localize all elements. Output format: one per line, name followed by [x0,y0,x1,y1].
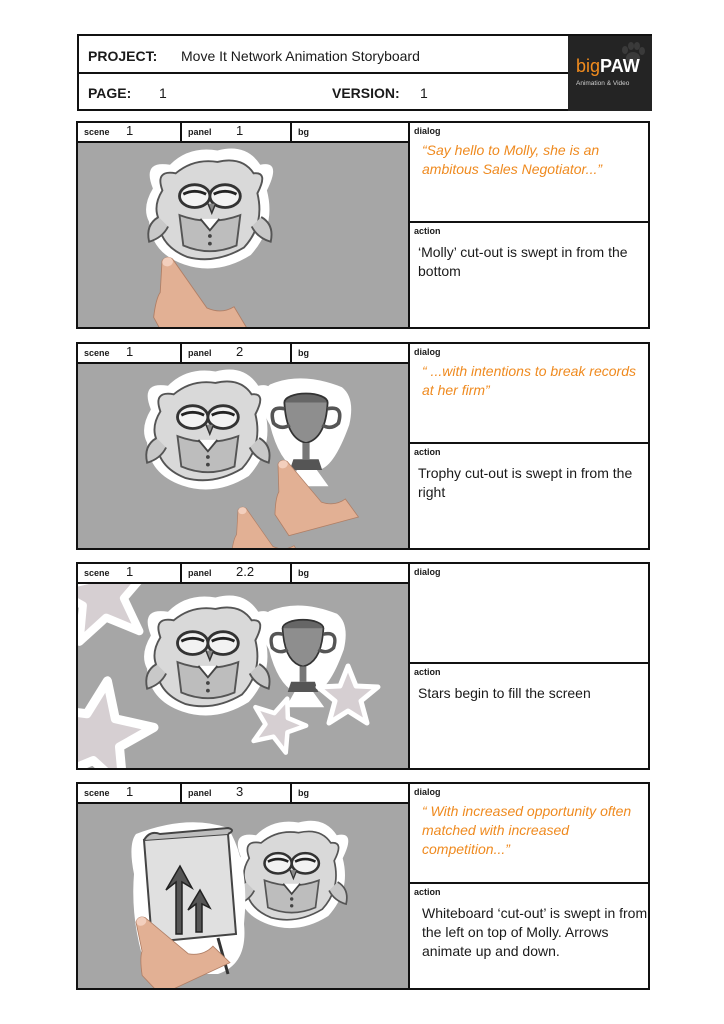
action-label: action [414,226,441,236]
scene-number: 1 [126,784,134,799]
scene-label: scene [84,788,110,798]
scene-number: 1 [126,344,134,359]
dialog-box [410,564,648,664]
dialog-label: dialog [414,126,441,136]
storyboard-panel-1 [76,121,650,329]
panel-notes [408,784,648,988]
action-text: ‘Molly’ cut-out is swept in from the bottom [418,244,628,279]
whiteboard-owl-illustration [78,804,408,988]
bg-label: bg [298,568,309,578]
panel-label: panel [188,568,212,578]
dialog-box [410,784,648,884]
action-box [410,664,648,768]
bigpaw-logo [568,36,652,111]
panel-number: 2.2 [236,564,255,579]
bg-cell [292,564,408,582]
panel-cell [182,784,292,802]
logo-tagline: Animation & Video [576,80,630,87]
panel-meta-bar [78,784,408,804]
bg-cell [292,123,408,141]
action-label: action [414,887,441,897]
dialog-label: dialog [414,567,441,577]
scene-label: scene [84,127,110,137]
project-title: Move It Network Animation Storyboard [181,48,420,64]
action-text: Stars begin to fill the screen [418,685,591,701]
version-label: VERSION: [332,85,400,101]
panel-label: panel [188,348,212,358]
panel-frame-image [78,364,408,548]
panel-cell [182,344,292,362]
page-row [79,74,568,111]
dialog-text: “ With increased opportunity often matched with increased competition...” [422,803,632,857]
panel-meta-bar [78,344,408,364]
panel-frame-image [78,584,408,768]
panel-cell [182,123,292,141]
owl-cutout-illustration [78,143,408,327]
bg-label: bg [298,127,309,137]
bg-label: bg [298,348,309,358]
owl-trophy-illustration [78,364,408,548]
panel-cell [182,564,292,582]
bg-cell [292,784,408,802]
action-text: Trophy cut-out is swept in from the right [418,465,633,500]
panel-number: 2 [236,344,244,359]
dialog-text: “ ...with intentions to break records at her firm” [422,363,636,398]
project-row [79,36,568,74]
page-number: 1 [159,85,167,101]
dialog-label: dialog [414,347,441,357]
version-number: 1 [420,85,428,101]
bg-cell [292,344,408,362]
panel-number: 1 [236,123,244,138]
bg-label: bg [298,788,309,798]
action-box [410,444,648,548]
panel-number: 3 [236,784,244,799]
action-text: Whiteboard ‘cut-out’ is swept in from the left on top of Molly. Arrows animate up and down. [422,905,648,959]
action-label: action [414,447,441,457]
dialog-box [410,123,648,223]
scene-number: 1 [126,123,134,138]
project-label: PROJECT: [88,48,158,64]
storyboard-panel-2 [76,342,650,550]
page-label: PAGE: [88,85,132,101]
panel-label: panel [188,788,212,798]
panel-notes [408,123,648,327]
storyboard-panel-3 [76,562,650,770]
action-label: action [414,667,441,677]
logo-wordmark: bigPAW [576,56,640,76]
scene-cell [78,344,182,362]
storyboard-header [77,34,652,111]
panel-frame-image [78,804,408,988]
scene-label: scene [84,348,110,358]
dialog-text: “Say hello to Molly, she is an ambitous Sales Negotiator...” [422,142,603,177]
panel-notes [408,564,648,768]
scene-label: scene [84,568,110,578]
action-box [410,884,648,988]
scene-number: 1 [126,564,134,579]
dialog-box [410,344,648,444]
panel-notes [408,344,648,548]
owl-trophy-stars-illustration [78,584,408,768]
scene-cell [78,123,182,141]
dialog-label: dialog [414,787,441,797]
storyboard-panel-4 [76,782,650,990]
panel-label: panel [188,127,212,137]
panel-frame-image [78,143,408,327]
scene-cell [78,564,182,582]
panel-meta-bar [78,123,408,143]
action-box [410,223,648,327]
scene-cell [78,784,182,802]
panel-meta-bar [78,564,408,584]
